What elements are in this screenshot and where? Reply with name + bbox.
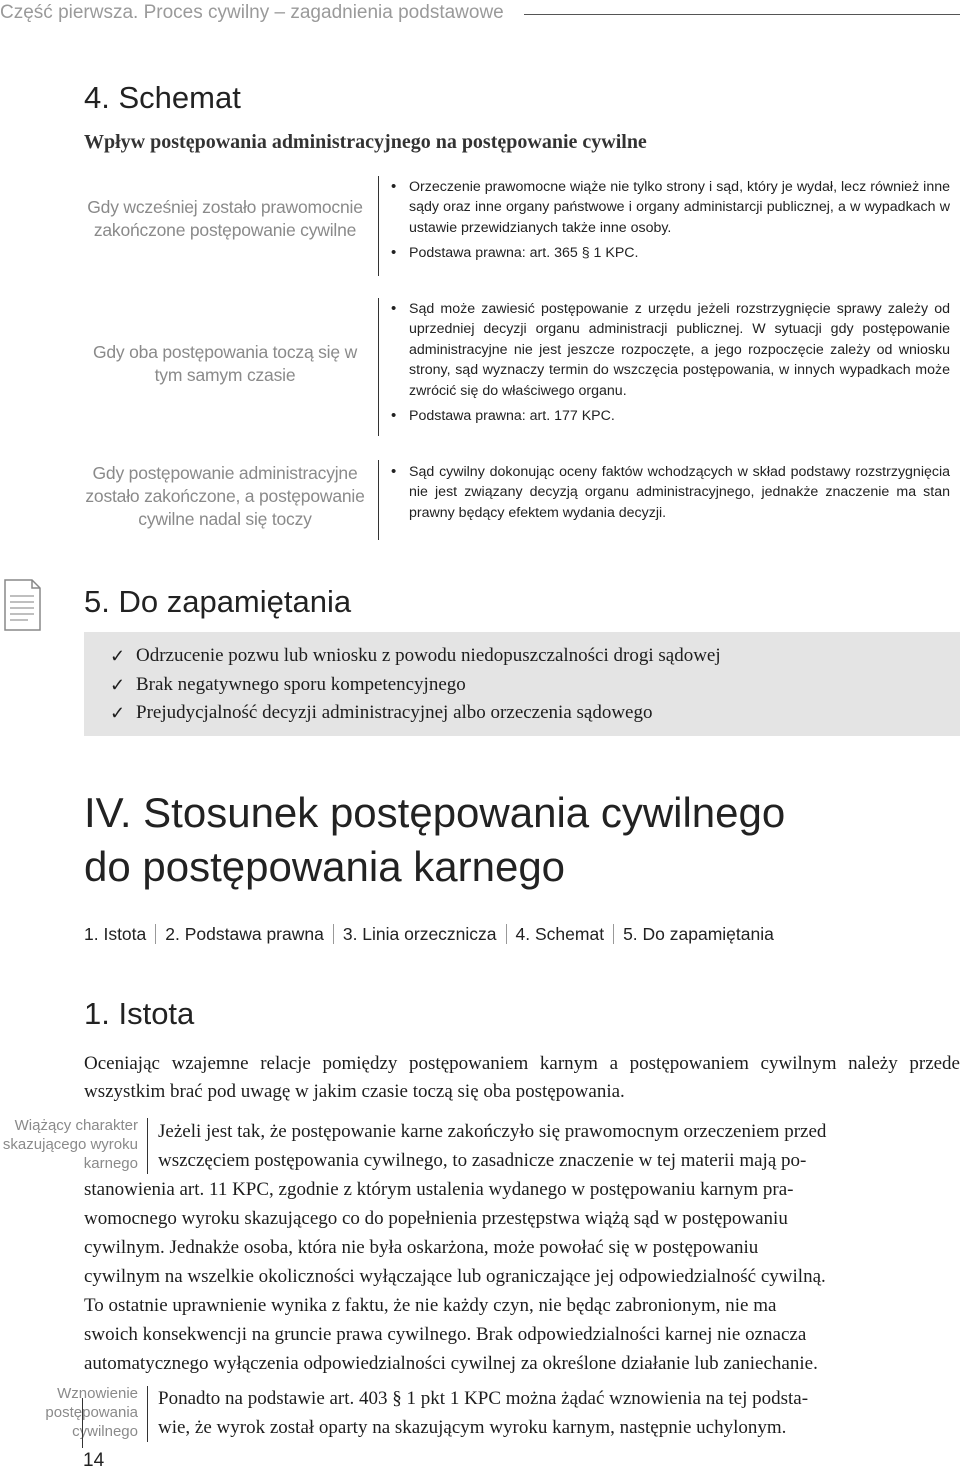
istota-paragraph-2: Jeżeli jest tak, że postępowanie karne zakończyło się prawomocnym orzeczeniem przed wszczęciem postępowania cywilnego, to zasadnicze znaczenie w tej materii mają po- stanowienia art. 11 KPC, zgodnie z którym ustalenia wydanego w postępowaniu karnym pra- womocnego wyroku skazującego co do popełnienia przestępstwa wiążą sąd w postępowaniu cywilnym. Jednakże osoba, która nie była oskarżona, może powołać się w postępowaniu cywilnym na wszelkie okoliczności wyłączające lub ograniczające jej odpowiedzialność cywilną. To ostatnie uprawnienie wynika z faktu, że nie każdy czyn, nie będąc zabronionym, nie ma swoich konsekwencji na gruncie prawa cywilnego. Brak odpowiedzialności karnej nie oznacza automatycznego wyłączenia odpowiedzialności cywilnej za określone działanie lub zaniechanie. <box>84 1121 827 1374</box>
schema-row-2-label: Gdy oba postępowania toczą się w tym samym czasie <box>92 342 358 385</box>
section-title-istota: 1. Istota <box>84 996 195 1031</box>
toc-item[interactable]: 3. Linia orzecznicza <box>342 924 497 944</box>
checkmark-icon: ✓ <box>110 646 126 666</box>
schema-row-3-content <box>390 462 950 528</box>
chapter-title-line-1: IV. Stosunek postępowania cywilnego <box>84 789 786 836</box>
schema-row-1-label: Gdy wcześniej zostało prawomocnie zakończone postępowanie cywilne <box>87 197 363 240</box>
schema-row-2-bullet: • Sąd może zawiesić postępowanie z urzędu jeżeli rozstrzygnięcie sprawy zależy od uprzedniej decyzji organu administracji publicznej. W sytuacji gdy postępowanie administracyjne nie jest jeszcze rozpoczęte, a jego rozpoczęcie zależy od wniosku strony, sąd wyznaczy termin do wszczęcia postępowania, w innych wypadkach może zwrócić się do właściwego organu. <box>390 299 950 401</box>
remember-list <box>110 642 721 728</box>
schema-row-1-bullet: • Orzeczenie prawomocne wiąże nie tylko strony i sąd, który je wydał, lecz również inne sądy oraz inne organy państwowe i organy administarcji publicznej, a w wypadkach w ustawie przewidzianych także inne osoby. <box>390 177 950 238</box>
running-header: Część pierwsza. Proces cywilny – zagadnienia podstawowe <box>0 2 504 23</box>
margin-note-divider <box>147 1386 148 1442</box>
chapter-toc <box>84 924 774 945</box>
schema-row-1-content <box>390 177 950 269</box>
chapter-title-line-2: do postępowania karnego <box>84 843 566 890</box>
remember-item: ✓ Prejudycjalność decyzji administracyjnej albo orzeczenia sądowego <box>110 699 721 728</box>
toc-item[interactable]: 2. Podstawa prawna <box>165 924 324 944</box>
schema-row-3-bullet: • Sąd cywilny dokonując oceny faktów wchodzących w skład podstawy rozstrzygnięcia nie jest związany decyzją organu administracyjnego, jednakże znaczenie ma stan prawny będący efektem wydania decyzji. <box>390 462 950 523</box>
checkmark-icon: ✓ <box>110 674 126 695</box>
schema-row-3-label: Gdy postępowanie administracyjne zostało zakończone, a postępowanie cywilne nadal się toczy <box>85 463 365 529</box>
chapter-title <box>84 786 785 894</box>
schema-subtitle: Wpływ postępowania administracyjnego na postępowanie cywilne <box>84 131 647 153</box>
header-rule <box>524 14 960 15</box>
remember-item: ✓ Brak negatywnego sporu kompetencyjnego <box>110 671 721 700</box>
section-title-schema: 4. Schemat <box>84 80 241 115</box>
schema-row-1-divider <box>378 176 379 276</box>
toc-item[interactable]: 4. Schemat <box>515 924 605 944</box>
schema-row-2-divider <box>378 298 379 436</box>
remember-item: ✓ Odrzucenie pozwu lub wniosku z powodu niedopuszczalności drogi sądowej <box>110 642 721 671</box>
istota-paragraph-1: Oceniając wzajemne relacje pomiędzy postępowaniem karnym a postępowaniem cywilnym należy przede wszystkim brać pod uwagę w jakim czasie toczą się oba postępowania. <box>84 1053 960 1103</box>
margin-note-reopening: Wznowienie postępowania cywilnego <box>45 1385 138 1440</box>
istota-paragraph-3: Ponadto na podstawie art. 403 § 1 pkt 1 KPC można żądać wznowienia na tej podsta- wie, że wyrok został oparty na skazującym wyroku karnym, następnie uchylonym. <box>158 1388 809 1438</box>
page-number: 14 <box>83 1450 105 1471</box>
section-title-remember: 5. Do zapamiętania <box>84 584 352 619</box>
toc-item[interactable]: 5. Do zapamiętania <box>623 924 774 944</box>
schema-row-3-divider <box>378 460 379 540</box>
page-number-divider <box>82 1398 83 1448</box>
checkmark-icon: ✓ <box>110 703 126 723</box>
schema-row-2-content <box>390 299 950 431</box>
notepad-icon <box>2 576 42 632</box>
schema-row-1-bullet: • Podstawa prawna: art. 365 § 1 KPC. <box>390 243 950 263</box>
schema-row-2-bullet: • Podstawa prawna: art. 177 KPC. <box>390 406 950 426</box>
toc-item[interactable]: 1. Istota <box>84 924 147 944</box>
margin-note-binding-judgment: Wiążący charakter skazującego wyroku karnego <box>2 1117 138 1172</box>
